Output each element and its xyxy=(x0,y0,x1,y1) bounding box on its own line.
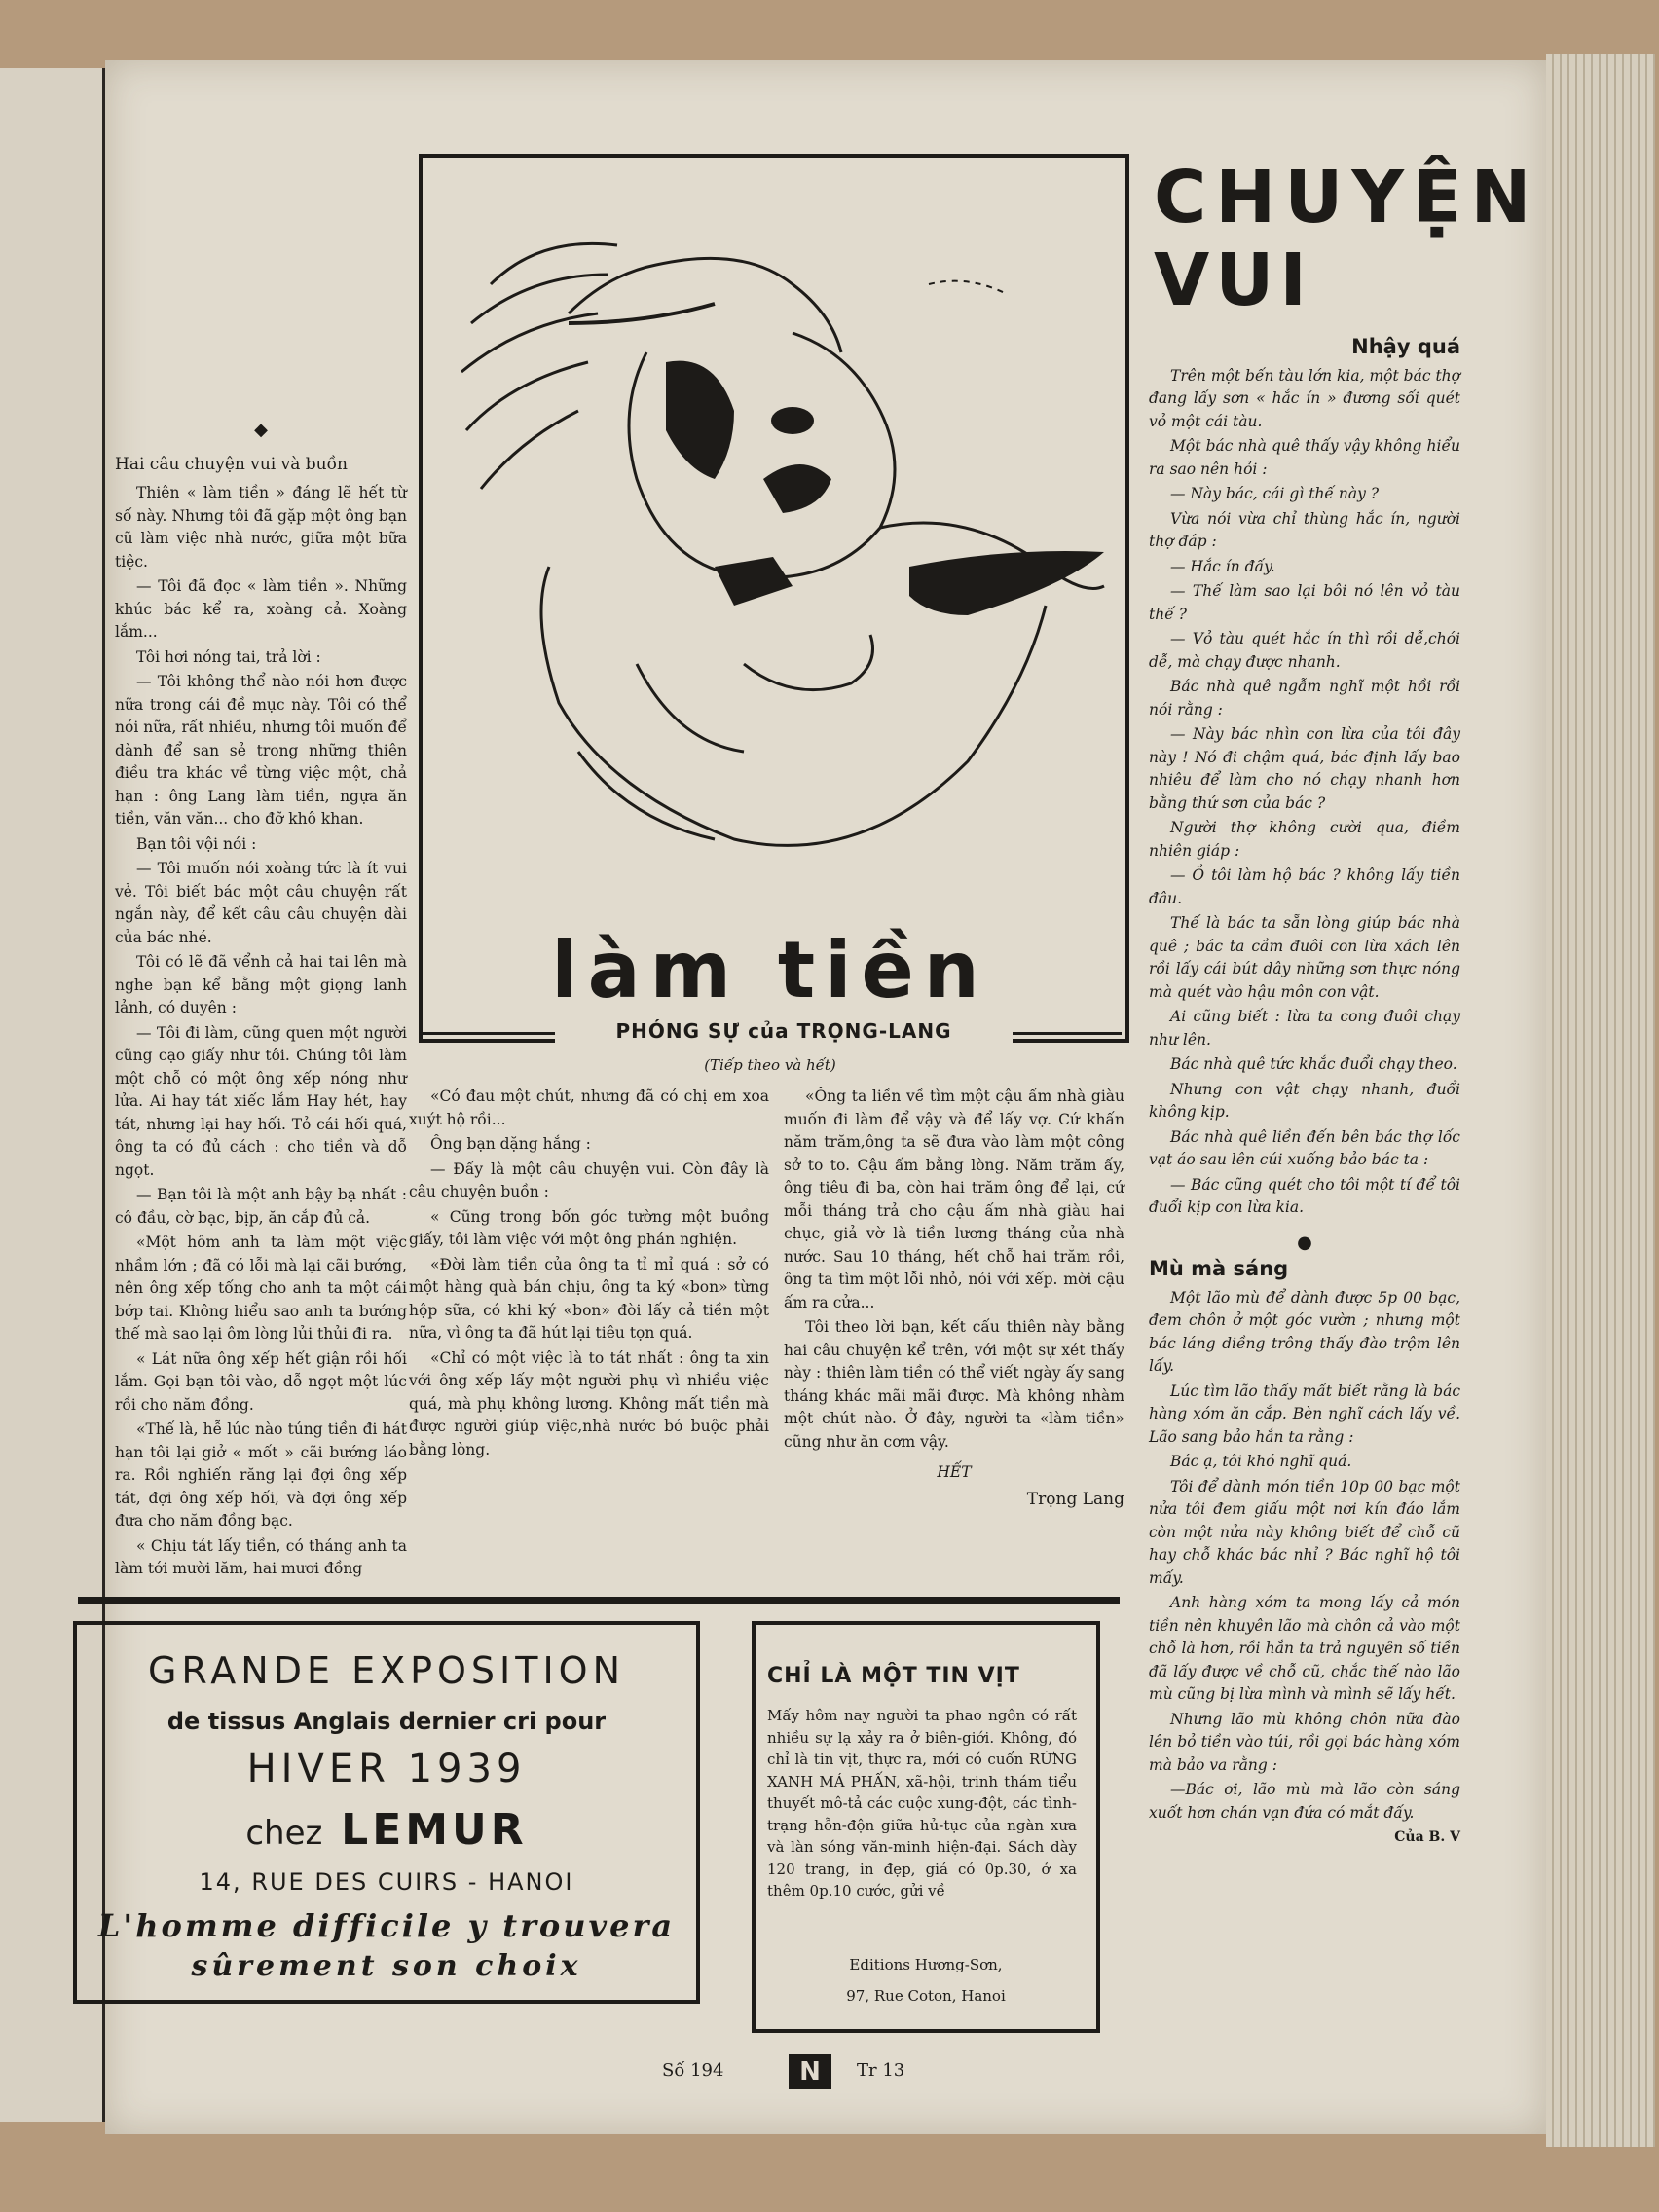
left-paragraph: Tôi có lẽ đã vểnh cả hai tai lên mà nghe bạn kể bằng một giọng lanh lảnh, có duyên : xyxy=(115,953,407,1016)
article-paragraph: «Đời làm tiền của ông ta tỉ mỉ quá : sở có một hàng quà bán chịu, ông ta ký «bon» từng hộp sữa, có khi ký «bon» đòi lấy cả tiền một nữa, vì ông ta đã hút lại tiêu tọn quá. xyxy=(409,1255,769,1342)
left-paragraph: «Thế là, hễ lúc nào túng tiền đi hát hạn tôi lại giở « mốt » cãi bướng láo ra. Rồi nghiến răng lại đợi ông xếp tát, đợi ông xếp hối, và đợi ông xếp đưa cho năm đồng bạc. xyxy=(115,1420,407,1530)
byline-rule-left xyxy=(419,1032,565,1035)
section-title-line1: CHUYỆN xyxy=(1154,156,1540,240)
story-paragraph: — Thế làm sao lại bôi nó lên vỏ tàu thế ? xyxy=(1149,582,1460,623)
ad1-line2: de tissus Anglais dernier cri pour xyxy=(166,1708,607,1735)
story-paragraph: Ai cũng biết : lừa ta cong đuôi chạy như lên. xyxy=(1149,1008,1460,1049)
ad1-chez: chez xyxy=(245,1814,323,1853)
story-paragraph: Nhưng con vật chạy nhanh, đuổi không kịp. xyxy=(1149,1080,1460,1121)
article-author: Trọng Lang xyxy=(1026,1489,1124,1509)
story1-title: Nhậy quá xyxy=(1351,335,1460,358)
story-paragraph: Người thợ không cười qua, điềm nhiên giáp : xyxy=(1149,819,1460,860)
story-paragraph: Nhưng lão mù không chôn nữa đào lên bỏ tiền vào túi, rồi gọi bác hàng xóm mà bảo va rằng : xyxy=(1149,1710,1460,1774)
story-paragraph: Bác ạ, tôi khó nghĩ quá. xyxy=(1170,1453,1352,1470)
story1-paragraphs xyxy=(1149,365,1460,1220)
ad2-address: 97, Rue Coton, Hanoi xyxy=(846,1987,1006,2005)
continued-note: (Tiếp theo và hết) xyxy=(704,1056,836,1074)
left-paragraph: «Một hôm anh ta làm một việc nhầm lớn ; đã có lỗi mà lại cãi bướng, nên ông xếp tống cho anh ta một cái bớp tai. Không hiểu sao anh ta bướng thế mà sao lại ôm lòng lủi thủi đi ra. xyxy=(115,1234,407,1343)
byline-rule-right xyxy=(1003,1032,1122,1035)
story-paragraph: Bác nhà quê liền đến bên bác thợ lốc vạt áo sau lên cúi xuống bảo bác ta : xyxy=(1149,1127,1460,1168)
article-paragraph: Tôi theo lời bạn, kết cấu thiên này bằng hai câu chuyện kể trên, với một sự xét thấy này : thiên làm tiền có thể viết ngày ấy sang tháng khác mãi mãi được. Mà không nhàm một chút nào. Ở đây, người ta «làm tiền» cũng như ăn cơm vậy. xyxy=(784,1318,1124,1451)
section-title-line2: VUI xyxy=(1154,239,1312,322)
article-paragraph: « Cũng trong bốn góc tường một buồng giấy, tôi làm việc với một ông phán nghiện. xyxy=(409,1207,769,1248)
article-paragraph: «Có đau một chút, nhưng đã có chị em xoa xuýt hộ rồi... xyxy=(409,1088,769,1128)
book-advertisement xyxy=(752,1621,1100,2033)
ad1-line3: HIVER 1939 xyxy=(246,1747,527,1791)
illustration-frame xyxy=(419,154,1129,1043)
article-paragraph: — Đấy là một câu chuyện vui. Còn đây là câu chuyện buồn : xyxy=(409,1160,769,1200)
issue-number: Số 194 xyxy=(662,2060,724,2081)
ad2-publisher: Editions Hương-Sơn, xyxy=(849,1956,1003,1973)
right-column xyxy=(1149,336,1460,1850)
ad1-store-name: LEMUR xyxy=(341,1805,528,1855)
ad1-line4 xyxy=(77,1805,696,1855)
story-paragraph: — Bác cũng quét cho tôi một tí để tôi đuổi kịp con lừa kia. xyxy=(1149,1175,1460,1216)
left-paragraph: — Tôi không thể nào nói hơn được nữa trong cái đề mục này. Tôi có thể nói nữa, rất nhiều, nhưng tôi muốn để dành để san sẻ trong những thiên điều tra khác về từng việc một, chả hạn : ông Lang làm tiền, ngựa ăn tiền, văn văn... cho đỡ khô khan. xyxy=(115,673,407,828)
left-paragraph: — Tôi đi làm, cũng quen một người cũng cạo giấy như tôi. Chúng tôi làm một chỗ có một ông xếp nóng như lửa. Ai hay tát xiếc lắm Hay hét, hay tát, nhưng lại hay hối. Tỏ cái hối quá, ông ta có đủ cách : cho tiền và dỗ ngọt. xyxy=(115,1023,407,1179)
story-paragraph: Một bác nhà quê thấy vậy không hiểu ra sao nên hỏi : xyxy=(1149,437,1460,478)
bullet-ornament: ● xyxy=(1297,1232,1312,1253)
story-paragraph: — Ồ tôi làm hộ bác ? không lấy tiền đâu. xyxy=(1149,866,1460,907)
story-paragraph: — Vỏ tàu quét hắc ín thì rồi dễ,chói dễ, mà chạy được nhanh. xyxy=(1149,630,1460,671)
left-paragraph: — Bạn tôi là một anh bậy bạ nhất : cô đầu, cờ bạc, bịp, ăn cắp đủ cả. xyxy=(115,1186,407,1227)
story-paragraph: —Bác ơi, lão mù mà lão còn sáng xuốt hơn chán vạn đứa có mắt đấy. xyxy=(1149,1781,1460,1822)
story-paragraph: Tôi để dành món tiền 10p 00 bạc một nửa tôi đem giấu một nơi kín đáo lắm còn một nửa này không biết để chỗ cũ hay chỗ khác bác nhỉ ? Bác nghĩ hộ tôi mấy. xyxy=(1149,1477,1460,1587)
left-paragraphs xyxy=(115,482,407,1581)
article-byline: PHÓNG SỰ của TRỌNG-LANG xyxy=(555,1019,1013,1043)
left-paragraph: « Chịu tát lấy tiền, có tháng anh ta làm tới mười lăm, hai mươi đồng xyxy=(115,1536,407,1577)
story-paragraph: Thế là bác ta sẵn lòng giúp bác nhà quê ; bác ta cầm đuôi con lừa xách lên rồi lấy cái bút dây những sơn thực nóng mà quét vào hậu môn con vật. xyxy=(1149,914,1460,1001)
left-paragraph: Thiên « làm tiền » đáng lẽ hết từ số này. Nhưng tôi đã gặp một ông bạn cũ làm việc nhà nước, giữa một bữa tiệc. xyxy=(115,484,407,571)
story-paragraph: Anh hàng xóm ta mong lấy cả món tiền nên khuyên lão mà chôn cả vào một chỗ là hơn, rồi hắn ta trả nguyên số tiền đã lấy được về chỗ cũ, chắc thế nào lão mù cũng bị lừa mình và mình sẽ lấy hết. xyxy=(1149,1594,1460,1703)
page-stack-edges xyxy=(1546,54,1655,2147)
story-signature: Của B. V xyxy=(1394,1829,1460,1845)
story-paragraph: Lúc tìm lão thấy mất biết rằng là bác hàng xóm ăn cắp. Bèn nghĩ cách lấy về. Lão sang bảo hắn ta rằng : xyxy=(1149,1382,1460,1446)
ad1-slogan2: sûrement son choix xyxy=(191,1949,582,1983)
left-column xyxy=(115,419,407,1583)
left-paragraph: — Tôi đã đọc « làm tiền ». Những khúc bác kể ra, xoàng cả. Xoàng lắm... xyxy=(115,577,407,641)
story2-title: Mù mà sáng xyxy=(1149,1257,1289,1280)
left-paragraph: Bạn tôi vội nói : xyxy=(136,834,257,853)
article-paragraph: Ông bạn dặng hắng : xyxy=(430,1135,591,1153)
left-paragraph: Tôi hơi nóng tai, trả lời : xyxy=(136,647,321,666)
article-column-2 xyxy=(784,1086,1124,1511)
bullet-ornament: ◆ xyxy=(254,420,268,440)
ad1-slogan1: L'homme difficile y trouvera xyxy=(97,1907,676,1944)
story-paragraph: — Hắc ín đấy. xyxy=(1170,557,1275,575)
left-paragraph: « Lát nữa ông xếp hết giận rồi hối lắm. Gọi bạn tôi vào, dỗ ngọt một lúc rồi cho năm đồng. xyxy=(115,1349,407,1414)
story-paragraph: — Này bác, cái gì thế này ? xyxy=(1170,485,1380,502)
story2-paragraphs xyxy=(1149,1287,1460,1825)
caricature-drawing xyxy=(423,158,1118,917)
story-paragraph: Bác nhà quê tức khắc đuổi chạy theo. xyxy=(1170,1055,1457,1073)
left-heading: Hai câu chuyện vui và buồn xyxy=(115,454,348,474)
story-paragraph: Trên một bến tàu lớn kia, một bác thợ đang lấy sơn « hắc ín » đương sối quét vỏ một cái tàu. xyxy=(1149,366,1460,430)
left-paragraph: — Tôi muốn nói xoàng tức là ít vui vẻ. Tôi biết bác một câu chuyện rất ngắn này, để kết câu câu chuyện dài của bác nhé. xyxy=(115,860,407,946)
page-footer xyxy=(662,2054,993,2093)
ad1-address: 14, RUE DES CUIRS - HANOI xyxy=(199,1868,574,1896)
ads-separator-rule xyxy=(78,1597,1120,1604)
ad2-title: CHỈ LÀ MỘT TIN VỊT xyxy=(767,1664,1020,1688)
exposition-advertisement xyxy=(73,1621,700,2004)
article-headline: làm tiền xyxy=(551,925,989,1015)
story-paragraph: Một lão mù để dành được 5p 00 bạc, đem chôn ở một góc vườn ; nhưng một bác láng diềng trông thấy đào trộm lên lấy. xyxy=(1149,1288,1460,1375)
article-col1-paragraphs xyxy=(409,1086,769,1461)
story-paragraph: Vừa nói vừa chỉ thùng hắc ín, người thợ đáp : xyxy=(1149,509,1460,550)
byline-row xyxy=(419,1017,1122,1047)
newspaper-logo: N xyxy=(789,2054,831,2089)
ad1-line1: GRANDE EXPOSITION xyxy=(147,1649,626,1692)
story-paragraph: Bác nhà quê ngẫm nghĩ một hồi rồi nói rằng : xyxy=(1149,678,1460,719)
article-paragraph: «Ông ta liền về tìm một cậu ấm nhà giàu muốn đi làm để vậy và để lấy vợ. Cứ khấn năm trăm,ông ta sẽ đưa vào làm một công sở to to. Cậu ấm bằng lòng. Năm trăm ấy, ông tiêu đi ba, còn hai trăm ông để lại, cứ mỗi tháng trả cho cậu ấm nhà giàu hai chục, giả vờ là tiền lương tháng của nhà nước. Sau 10 tháng, hết chỗ hai trăm rồi, ông ta tìm một lỗi nhỏ, nói với xếp. mời cậu ấm ra cửa... xyxy=(784,1088,1124,1311)
ad2-body: Mấy hôm nay người ta phao ngôn có rất nhiều sự lạ xảy ra ở biên-giới. Không, đó chỉ là tin vịt, thực ra, mới có cuốn RỪNG XANH MÁ PHẤN, xã-hội, trinh thám tiểu thuyết mô-tả các cuộc xung-đột, các tình-trạng hỗn-độn giữa hủ-tục của ngàn xưa và làn sóng văn-minh hiện-đại. Sách dày 120 trang, in đẹp, giá có 0p.30, ở xa thêm 0p.10 cước, gửi về xyxy=(767,1707,1077,1899)
article-column-1 xyxy=(409,1086,769,1463)
page-number: Tr 13 xyxy=(857,2060,905,2081)
story-paragraph: — Này bác nhìn con lừa của tôi đây này ! Nó đi chậm quá, bác định lấy bao nhiêu để làm cho nó chạy nhanh hơn bằng thứ sơn của bác ? xyxy=(1149,725,1460,812)
article-col2-paragraphs xyxy=(784,1086,1124,1454)
article-end-word: HẾT xyxy=(937,1463,972,1481)
article-paragraph: «Chỉ có một việc là to tát nhất : ông ta xin với ông xếp lấy một người phụ vì nhiều việc quá, mà phụ không lương. Không mất tiền mà được người giúp việc,nhà nước bó buộc phải bằng lòng. xyxy=(409,1348,769,1458)
